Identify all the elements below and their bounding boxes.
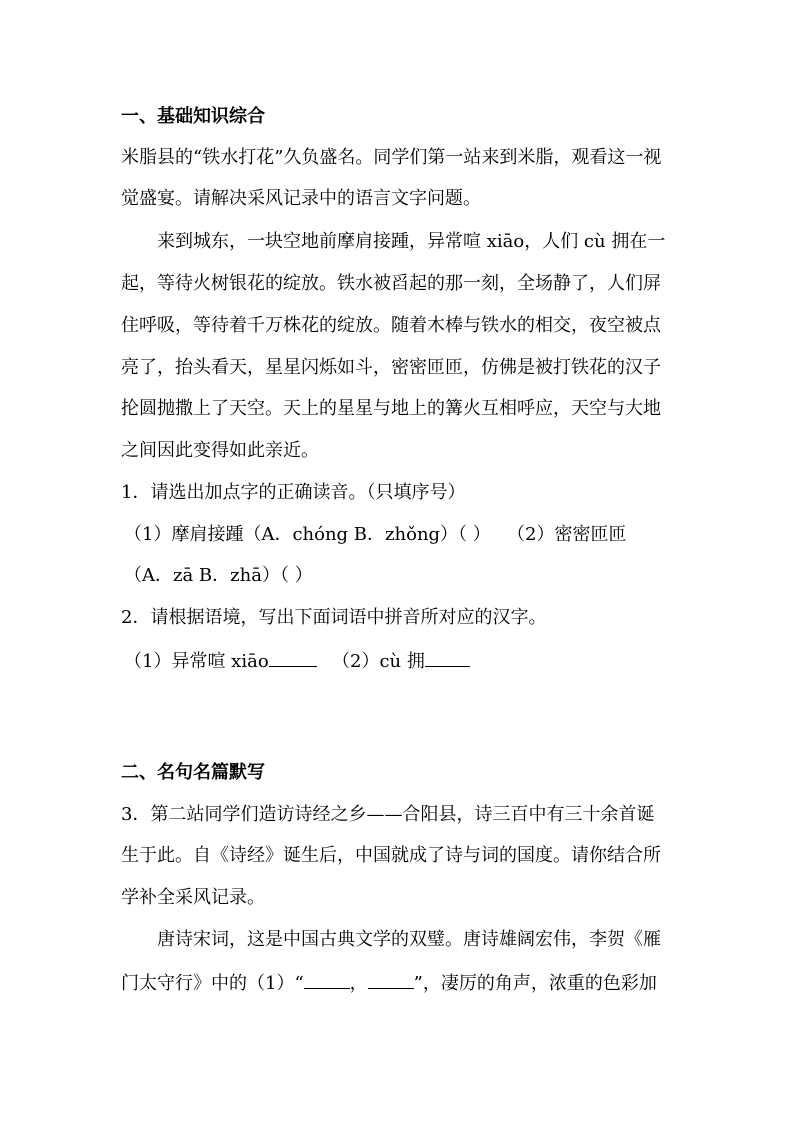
answer-blank[interactable] <box>269 650 317 667</box>
question-1-part-1: （1）摩肩接踵（A．chóng B．zhǒng）（ ） <box>124 524 491 545</box>
intro-line-2: 觉盛宴。请解决采风记录中的语言文字问题。 <box>121 188 481 209</box>
question-2-part-1-row <box>124 650 317 672</box>
question-3-line-2: 生于此。自《诗经》诞生后，中国就成了诗与词的国度。请你结合所 <box>121 845 661 866</box>
question-2-part-1: （1）异常喧 xiāo <box>124 651 269 672</box>
question-2-part-2: （2）cù 拥 <box>332 651 425 672</box>
answer-blank[interactable] <box>425 650 470 667</box>
question-3-line-3: 学补全采风记录。 <box>121 887 265 908</box>
question-3-line-1: 3．第二站同学们造访诗经之乡——合阳县，诗三百中有三十余首诞 <box>121 804 655 825</box>
passage2-line-1: 唐诗宋词，这是中国古典文学的双璧。唐诗雄阔宏伟，李贺《雁 <box>157 929 661 950</box>
question-2-part-2-row <box>332 650 470 672</box>
passage-line-4: 亮了，抬头看天，星星闪烁如斗，密密匝匝，仿佛是被打铁花的汉子 <box>121 357 661 378</box>
passage2-line-2-end: ”，凄厉的角声，浓重的色彩加 <box>413 973 657 994</box>
passage2-line-2 <box>121 972 657 994</box>
passage-line-6: 之间因此变得如此亲近。 <box>121 440 319 461</box>
section2-heading: 二、名句名篇默写 <box>121 762 265 783</box>
intro-line-1: 米脂县的“铁水打花”久负盛名。同学们第一站来到米脂，观看这一视 <box>121 147 662 168</box>
question-1-part-2-options: （A．zā B．zhā）（ ） <box>124 565 313 586</box>
passage-line-1: 来到城东，一块空地前摩肩接踵，异常喧 xiāo，人们 cù 拥在一 <box>157 231 666 252</box>
question-1-stem: 1．请选出加点字的正确读音。（只填序号） <box>121 482 466 503</box>
question-1-part-2: （2）密密匝匝 <box>507 524 627 545</box>
answer-blank[interactable] <box>304 972 350 989</box>
passage-line-3: 住呼吸，等待着千万株花的绽放。随着木棒与铁水的相交，夜空被点 <box>121 315 661 336</box>
passage2-line-2-start: 门太守行》中的（1）“ <box>121 973 304 994</box>
section1-heading: 一、基础知识综合 <box>121 106 265 127</box>
passage2-separator: ， <box>349 973 368 994</box>
passage-line-5: 抡圆抛撒上了天空。天上的星星与地上的篝火互相呼应，天空与大地 <box>121 398 661 419</box>
question-2-stem: 2．请根据语境，写出下面词语中拼音所对应的汉字。 <box>121 607 547 628</box>
passage-line-2: 起，等待火树银花的绽放。铁水被舀起的那一刻，全场静了，人们屏 <box>121 273 661 294</box>
answer-blank[interactable] <box>368 972 414 989</box>
